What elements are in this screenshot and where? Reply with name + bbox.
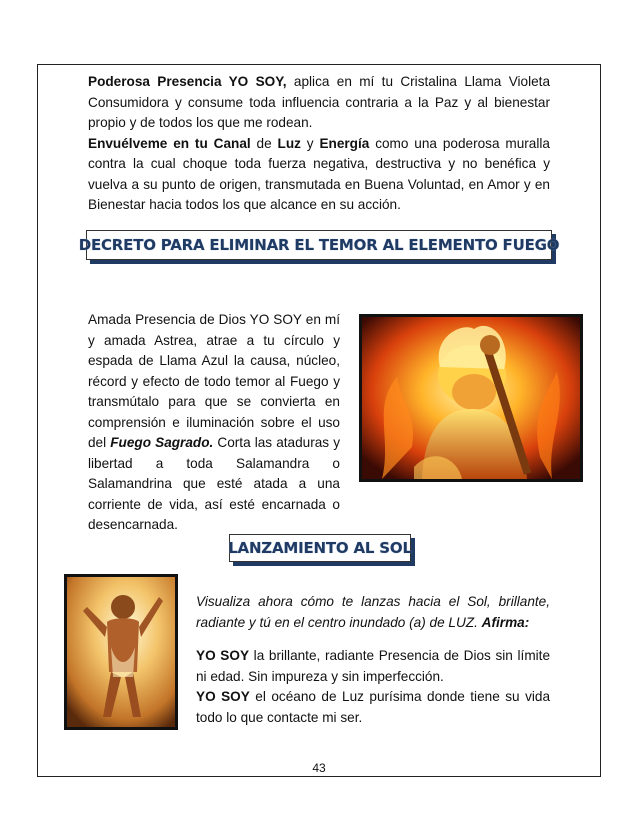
invocation-paragraph <box>88 72 550 216</box>
visualization-paragraph <box>196 592 550 633</box>
bold-italic-phrase: Fuego Sagrado. <box>110 435 214 450</box>
text-run: de <box>250 135 278 151</box>
sun-figure-image <box>64 574 178 730</box>
bold-phrase: Poderosa Presencia YO SOY, <box>88 74 287 89</box>
text-run: como una poderosa muralla contra la cual choque toda fuerza negativa, destructiva y no benéfica y vuelva a su punto de origen, transmutada en Buena Voluntad, en Amor y en Bienestar hacia todos los que alcance en su acción. <box>88 135 550 212</box>
section-heading-decreto: DECRETO PARA ELIMINAR EL TEMOR AL ELEMENTO FUEGO <box>86 230 552 260</box>
page-number: 43 <box>312 761 326 775</box>
bold-phrase: Afirma: <box>481 614 530 630</box>
text-run: y <box>300 135 320 151</box>
section-heading-lanzamiento: LANZAMIENTO AL SOL <box>229 534 411 562</box>
affirmation-paragraph <box>196 646 550 728</box>
text-run: Visualiza ahora cómo te lanzas hacia el Sol, brillante, radiante y tú en el centro inundado (a) de LUZ. <box>196 594 550 630</box>
bold-phrase: Energía <box>319 135 370 151</box>
text-run: Corta las ataduras y libertad a toda Salamandra o Salamandrina que esté atada a una corriente de vida, así esté encarnada o desencarnada. <box>88 435 341 532</box>
text-run: el océano de Luz purísima donde tiene su vida todo lo que contacte mi ser. <box>196 689 551 725</box>
bold-phrase: Envuélveme en tu Canal <box>88 135 251 151</box>
bold-phrase: YO SOY <box>196 648 250 663</box>
bold-phrase: Luz <box>277 135 301 151</box>
fire-figure-image <box>359 314 583 482</box>
text-run: aplica en mí tu Cristalina Llama Violeta Consumidora y consume toda influencia contraria a la Paz y al bienestar propio y de todos los que me rodean. <box>88 74 551 130</box>
decreto-paragraph <box>88 310 340 536</box>
text-run: Amada Presencia de Dios YO SOY en mí y amada Astrea, atrae a tu círculo y espada de Llama Azul la causa, núcleo, récord y efecto de todo temor al Fuego y transmútalo para que se convierta en comprensión e iluminación sobre el uso del <box>88 312 340 450</box>
text-run: la brillante, radiante Presencia de Dios sin límite ni edad. Sin impureza y sin imperfección. <box>196 648 551 684</box>
bold-phrase: YO SOY <box>196 689 250 704</box>
